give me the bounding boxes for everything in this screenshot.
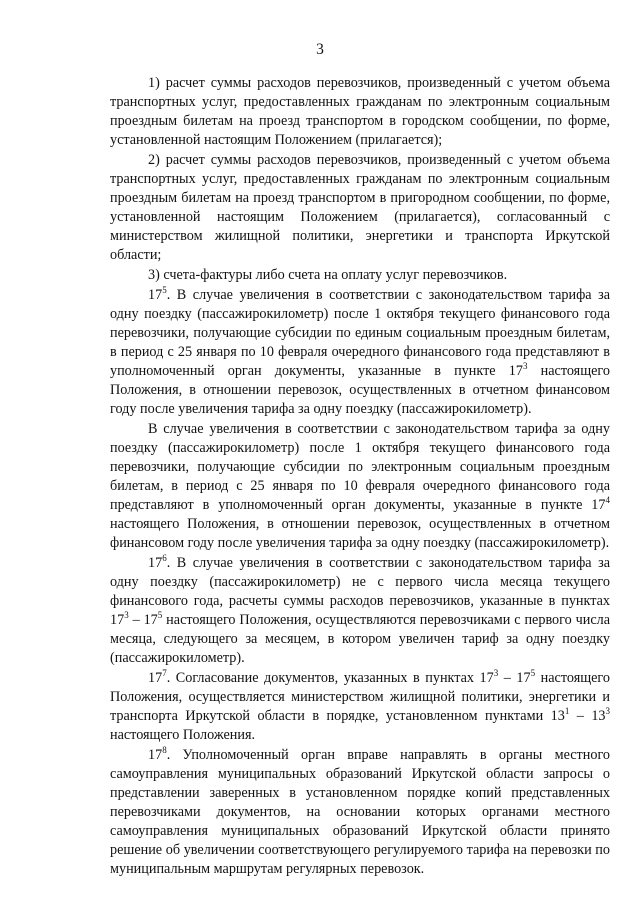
paragraph [110, 266, 610, 285]
text-run: 1) расчет суммы расходов перевозчиков, произведенный с учетом объема транспортных услуг, предоставленных гражданам по электронным социальным проездным билетам на проезд транспортом в городском сообщении, по форме, установленной настоящим Положением (прилагается); [110, 75, 610, 148]
text-run: 17 [148, 555, 163, 571]
paragraph [110, 554, 610, 668]
text-run: . Согласование документов, указанных в пунктах 17 [166, 670, 494, 686]
superscript: 5 [157, 610, 163, 620]
superscript: 4 [605, 495, 610, 505]
document-body [110, 74, 610, 879]
superscript: 3 [522, 361, 528, 371]
text-run: 2) расчет суммы расходов перевозчиков, произведенный с учетом объема транспортных услуг, предоставленных гражданам по электронным социальным проездным билетам на проезд транспортом в пригородном сообщении, по форме, установленной настоящим Положением (прилагается), согласованный с министерством жилищной политики, энергетики и транспорта Иркутской области; [110, 152, 610, 263]
paragraph [110, 151, 610, 265]
text-run: настоящего Положения. [110, 727, 256, 743]
text-run: – 17 [498, 670, 531, 686]
superscript: 3 [493, 668, 499, 678]
text-run: – 17 [128, 612, 158, 628]
superscript: 3 [124, 610, 129, 620]
text-run: настоящего Положения, осуществляется министерством жилищной политики, энергетики и транспорта Иркутской области в порядке, установленном пунктами 13 [110, 670, 610, 724]
text-run: настоящего Положения, в отношении перевозок, осуществленных в отчетном финансовом году после увеличения тарифа за одну поездку (пассажирокилометр). [110, 516, 610, 551]
text-run: В случае увеличения в соответствии с законодательством тарифа за одну поездку (пассажирокилометр) после 1 октября текущего финансового года перевозчики, получающие субсидии по электронным социальным проездным билетам, в период с 25 января по 10 февраля очередного финансового года представляют в уполномоченный орган документы, указанные в пункте 17 [110, 421, 610, 513]
text-run: 3) счета-фактуры либо счета на оплату услуг перевозчиков. [148, 267, 508, 283]
superscript: 5 [162, 285, 167, 295]
page-number: 3 [316, 41, 324, 58]
text-run: – 13 [569, 708, 606, 724]
text-run: 17 [148, 747, 163, 763]
text-run: настоящего Положения, в отношении перевозок, осуществленных в отчетном финансовом году после увеличения тарифа за одну поездку (пассажирокилометр). [110, 363, 610, 417]
paragraph [110, 74, 610, 150]
text-run: 17 [148, 287, 163, 303]
superscript: 7 [162, 668, 167, 678]
text-run: . В случае увеличения в соответствии с законодательством тарифа за одну поездку (пассажирокилометр) не с первого числа месяца текущего финансового года, расчеты суммы расходов перевозчиков, указанные в пунктах 17 [110, 555, 610, 628]
text-run: 17 [148, 670, 163, 686]
text-run: . Уполномоченный орган вправе направлять в органы местного самоуправления муниципальных образований Иркутской области запросы о представлении заверенных в установленном порядке копий представленных перевозчиками документов, на основании которых органами местного самоуправления муниципальных образований Иркутской области принято решение об увеличении соответствующего регулируемого тарифа на перевозки по муниципальным маршрутам регулярных перевозок. [110, 747, 610, 877]
text-run: настоящего Положения, осуществляются перевозчиками с первого числа месяца, следующего за месяцем, в котором увеличен тариф за одну поездку (пассажирокилометр). [110, 612, 611, 666]
paragraph [110, 669, 610, 745]
superscript: 8 [162, 745, 167, 755]
text-run: . В случае увеличения в соответствии с законодательством тарифа за одну поездку (пассажирокилометр) после 1 октября текущего финансового года перевозчики, получающие субсидии по единым социальным проездным билетам, в период с 25 января по 10 февраля очередного финансового года представляют в уполномоченный орган документы, указанные в пункте 17 [110, 287, 610, 379]
paragraph [110, 746, 610, 879]
superscript: 3 [605, 706, 610, 716]
superscript: 6 [162, 553, 167, 563]
paragraph [110, 286, 610, 419]
paragraph [110, 420, 610, 553]
superscript: 5 [530, 668, 536, 678]
superscript: 1 [564, 706, 570, 716]
